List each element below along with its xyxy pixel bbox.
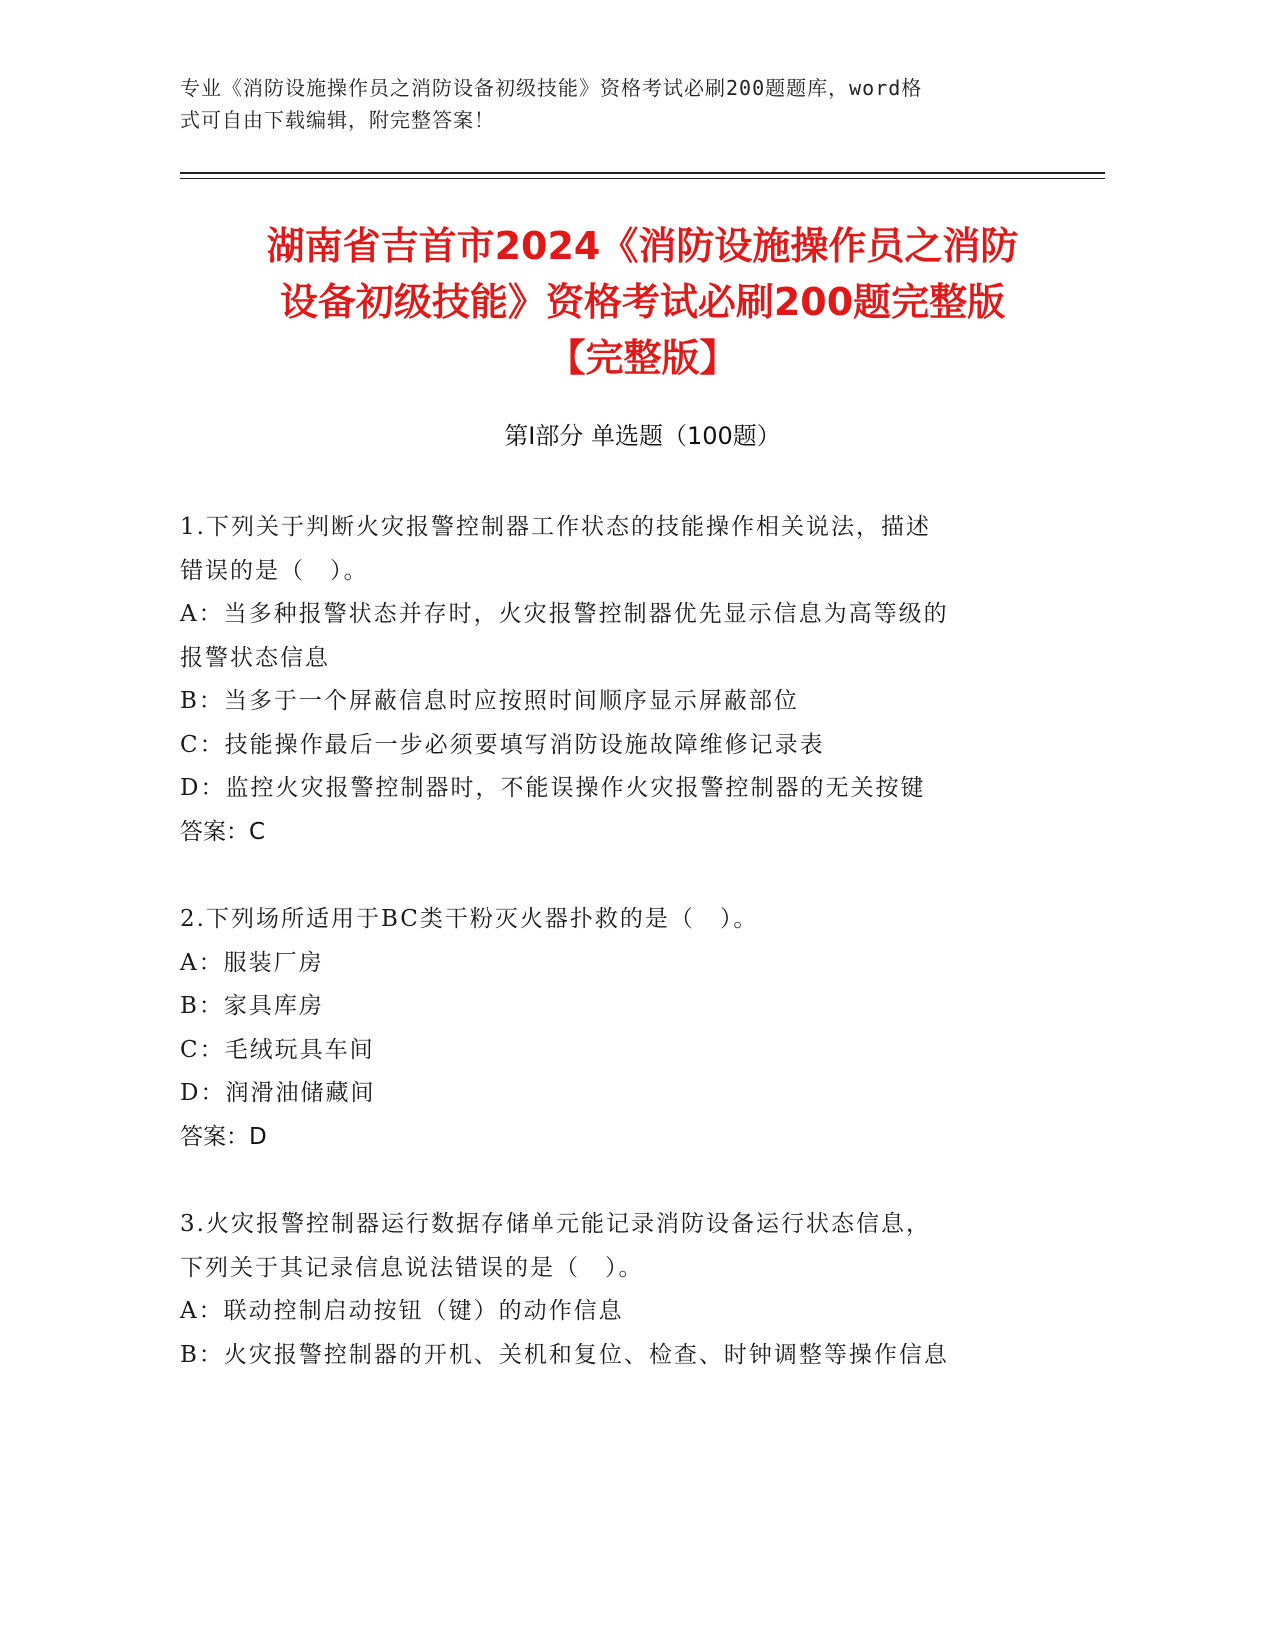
header-note-line-1: 专业《消防设施操作员之消防设备初级技能》资格考试必刷200题题库，word格	[180, 76, 923, 100]
question-3	[180, 1203, 1040, 1377]
option-a-continued: 报警状态信息	[180, 644, 330, 671]
option-b: B：当多于一个屏蔽信息时应按照时间顺序显示屏蔽部位	[180, 688, 799, 714]
option-c: C：毛绒玩具车间	[180, 1036, 375, 1063]
answer: 答案：C	[180, 818, 266, 845]
section-title: 第Ⅰ部分 单选题（100题）	[504, 422, 781, 450]
document-title-line-3: 【完整版】	[547, 336, 738, 380]
option-b: B：家具库房	[180, 993, 324, 1019]
answer: 答案：D	[180, 1123, 267, 1150]
question-stem: 1.下列关于判断火灾报警控制器工作状态的技能操作相关说法，描述	[180, 514, 931, 540]
option-a: A：服装厂房	[180, 949, 324, 976]
header-note	[180, 72, 1040, 136]
header-divider-thin	[180, 178, 1105, 179]
option-a: A：联动控制启动按钮（键）的动作信息	[180, 1298, 624, 1324]
option-b: B：火灾报警控制器的开机、关机和复位、检查、时钟调整等操作信息	[180, 1341, 949, 1368]
option-d: D：监控火灾报警控制器时，不能误操作火灾报警控制器的无关按键	[180, 775, 926, 801]
question-1	[180, 506, 1040, 854]
option-a: A：当多种报警状态并存时，火灾报警控制器优先显示信息为高等级的	[180, 601, 949, 627]
header-divider-thick	[180, 172, 1105, 174]
option-c: C：技能操作最后一步必须要填写消防设施故障维修记录表	[180, 731, 825, 758]
document-title	[180, 218, 1105, 386]
document-title-line-2: 设备初级技能》资格考试必刷200题完整版	[279, 280, 1006, 324]
question-stem-continued: 错误的是（ ）。	[180, 557, 369, 584]
document-title-line-1: 湖南省吉首市2024《消防设施操作员之消防	[266, 224, 1019, 268]
question-stem: 3.火灾报警控制器运行数据存储单元能记录消防设备运行状态信息，	[180, 1211, 931, 1237]
question-stem: 2.下列场所适用于BC类干粉灭火器扑救的是（ ）。	[180, 906, 759, 932]
question-list	[180, 506, 1040, 1421]
question-stem-continued: 下列关于其记录信息说法错误的是（ ）。	[180, 1254, 644, 1281]
header-note-line-2: 式可自由下载编辑，附完整答案！	[180, 108, 495, 132]
option-d: D：润滑油储藏间	[180, 1080, 376, 1106]
question-2	[180, 898, 1040, 1159]
